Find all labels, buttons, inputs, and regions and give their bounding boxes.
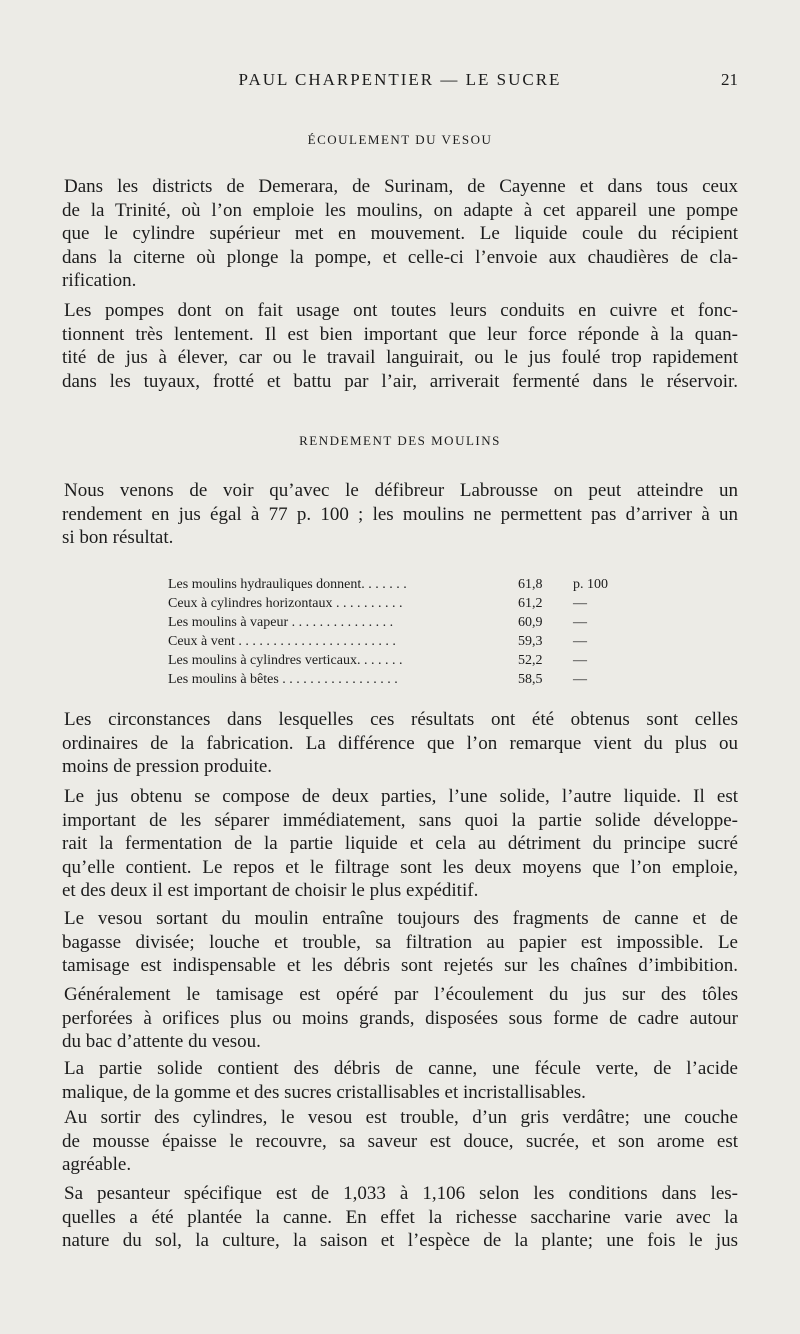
text-line: Le vesou sortant du moulin entraîne toujours des fragments de canne et de: [64, 908, 738, 929]
paragraph-3: [62, 479, 738, 550]
paragraph-10: [62, 1182, 738, 1253]
table-row: [168, 651, 628, 670]
text-line: Les pompes dont on fait usage ont toutes leurs conduits en cuivre et fonc-: [64, 300, 738, 321]
text-line: rendement en jus égal à 77 p. 100 ; les moulins ne permettent pas d’arriver à un: [62, 503, 738, 525]
stat-unit: p. 100: [573, 577, 608, 592]
text-line: que le cylindre supérieur met en mouvement. Le liquide coule du récipient: [62, 223, 738, 244]
text-line: nature du sol, la culture, la saison et l’espèce de la plante; une fois le jus: [62, 1230, 738, 1251]
stat-value: 61,2: [518, 596, 543, 611]
text-line: quelles a été plantée la canne. En effet la richesse saccharine varie avec la: [62, 1206, 738, 1228]
text-line: si bon résultat.: [62, 527, 174, 548]
table-row: [168, 632, 628, 651]
section-heading-ecoulement: ÉCOULEMENT DU VESOU: [307, 132, 493, 147]
running-head: [62, 70, 738, 94]
text-line: ordinaires de la fabrication. La différence que l’on remarque vient du plus ou: [62, 732, 738, 754]
paragraph-2: [62, 299, 738, 393]
paragraph-8: [62, 1057, 738, 1104]
stat-unit: —: [573, 634, 587, 649]
text-line: de mousse épaisse le recouvre, sa saveur est douce, sucrée, et son arome est: [62, 1130, 738, 1152]
table-row: [168, 594, 628, 613]
text-line: Au sortir des cylindres, le vesou est trouble, d’un gris verdâtre; une couche: [64, 1107, 738, 1128]
stat-unit: —: [573, 672, 587, 687]
stat-value: 61,8: [518, 577, 543, 592]
text-line: tité de jus à élever, car ou le travail languirait, ou le jus foulé trop rapidement: [62, 347, 738, 368]
paragraph-6: [62, 907, 738, 978]
text-line: dans les tuyaux, frotté et battu par l’air, arriverait fermenté dans le réservoir.: [62, 370, 738, 392]
stat-label: Les moulins à bêtes . . . . . . . . . . . . . . . . .: [168, 672, 398, 687]
text-line: Les circonstances dans lesquelles ces résultats ont été obtenus sont celles: [64, 709, 738, 730]
stat-unit: —: [573, 596, 587, 611]
stat-unit: —: [573, 653, 587, 668]
text-line: malique, de la gomme et des sucres cristallisables et incristallisables.: [62, 1081, 586, 1103]
text-line: agréable.: [62, 1154, 132, 1175]
text-line: Sa pesanteur spécifique est de 1,033 à 1,106 selon les conditions dans les-: [64, 1183, 738, 1204]
text-line: du bac d’attente du vesou.: [62, 1031, 261, 1052]
stat-unit: —: [573, 615, 587, 630]
text-line: de la Trinité, où l’on emploie les moulins, on adapte à cet appareil une pompe: [62, 199, 738, 221]
text-line: rification.: [62, 270, 137, 291]
stat-label: Les moulins à cylindres verticaux. . . . . . .: [168, 653, 403, 668]
text-line: Nous venons de voir qu’avec le défibreur Labrousse on peut atteindre un: [64, 480, 738, 501]
section-heading-rendement: RENDEMENT DES MOULINS: [299, 433, 501, 448]
stat-value: 58,5: [518, 672, 543, 687]
page-number: 21: [721, 70, 738, 89]
yield-table: [168, 575, 628, 689]
text-line: Le jus obtenu se compose de deux parties, l’une solide, l’autre liquide. Il est: [64, 786, 738, 807]
paragraph-9: [62, 1106, 738, 1177]
text-line: important de les séparer immédiatement, sans quoi la partie solide développe-: [62, 809, 738, 831]
running-title: PAUL CHARPENTIER — LE SUCRE: [238, 70, 562, 89]
text-line: moins de pression produite.: [62, 756, 273, 777]
text-line: tionnent très lentement. Il est bien important que leur force réponde à la quan-: [62, 323, 738, 345]
stat-value: 59,3: [518, 634, 543, 649]
stat-value: 52,2: [518, 653, 543, 668]
stat-value: 60,9: [518, 615, 543, 630]
stat-label: Ceux à cylindres horizontaux . . . . . . . . . .: [168, 596, 403, 611]
stat-label: Ceux à vent . . . . . . . . . . . . . . . . . . . . . . .: [168, 634, 396, 649]
paragraph-4: [62, 708, 738, 779]
table-row: [168, 575, 628, 594]
text-line: et des deux il est important de choisir le plus expéditif.: [62, 880, 479, 901]
text-line: bagasse divisée; louche et trouble, sa filtration au papier est impossible. Le: [62, 931, 738, 953]
text-line: rait la fermentation de la partie liquide et cela au détriment du principe sucré: [62, 833, 738, 854]
paragraph-1: [62, 175, 738, 293]
table-row: [168, 670, 628, 689]
text-line: tamisage est indispensable et les débris sont rejetés sur les chaînes d’imbibition.: [62, 955, 738, 976]
table-row: [168, 613, 628, 632]
text-line: Dans les districts de Demerara, de Surinam, de Cayenne et dans tous ceux: [64, 176, 738, 197]
text-line: La partie solide contient des débris de canne, une fécule verte, de l’acide: [64, 1058, 738, 1079]
paragraph-5: [62, 785, 738, 903]
stat-label: Les moulins à vapeur . . . . . . . . . . . . . . .: [168, 615, 394, 630]
paragraph-7: [62, 983, 738, 1054]
text-line: dans la citerne où plonge la pompe, et celle-ci l’envoie aux chaudières de cla-: [62, 246, 738, 268]
stat-label: Les moulins hydrauliques donnent. . . . . . .: [168, 577, 407, 592]
text-line: Généralement le tamisage est opéré par l’écoulement du jus sur des tôles: [64, 984, 738, 1005]
text-line: qu’elle contient. Le repos et le filtrage sont les deux moyens que l’on emploie,: [62, 856, 738, 878]
text-line: perforées à orifices plus ou moins grands, disposées sous forme de cadre autour: [62, 1007, 738, 1029]
